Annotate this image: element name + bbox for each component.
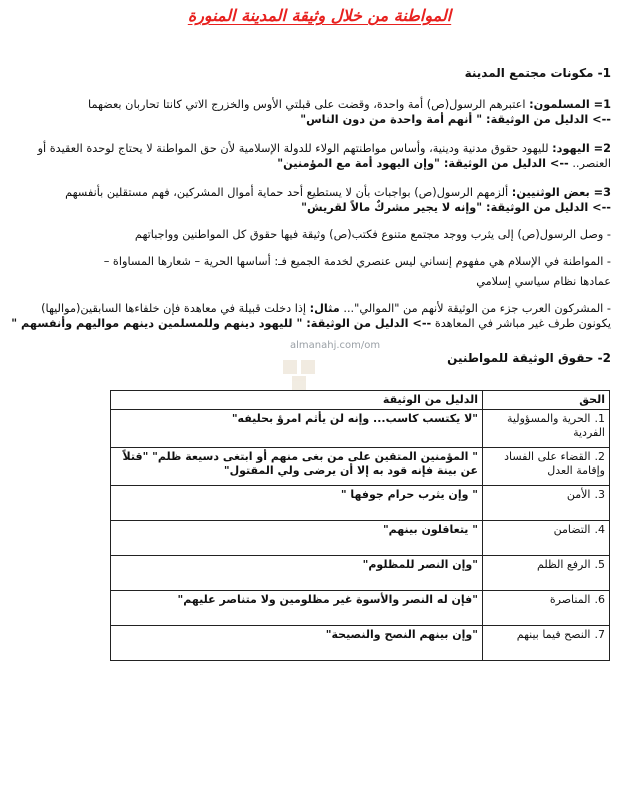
note-arrival	[21, 227, 611, 242]
note-line	[11, 316, 611, 331]
note-line	[21, 301, 611, 316]
section1-heading: 1- مكونات مجتمع المدينة	[464, 66, 611, 80]
table-cell-evidence: "فإن له النصر والأسوة غير مظلومين ولا متناصر عليهم"	[111, 591, 483, 626]
table-row	[111, 448, 610, 486]
right-label: الرفع الظلم	[537, 558, 591, 571]
table-cell-right	[483, 556, 610, 591]
mawali-text: إذا دخلت قبيلة في معاهدة فإن خلفاءها السابقين(مواليها)	[41, 302, 310, 315]
table-cell-right	[483, 626, 610, 661]
component-text: لليهود حقوق مدنية ودينية، وأساس مواطنتهم الولاء للدولة الإسلامية لأن حق المواطنة لا يحتاج لوحدة العقيدة أو	[37, 142, 553, 155]
component-jews	[21, 141, 611, 171]
component-line	[21, 156, 611, 171]
row-number: 2.	[594, 450, 605, 463]
component-line	[21, 97, 611, 112]
note-citizenship	[21, 254, 611, 289]
table-cell-evidence: " يتعاقلون بينهم"	[111, 521, 483, 556]
component-line	[21, 141, 611, 156]
table-row	[111, 521, 610, 556]
note-line: عمادها نظام سياسي إسلامي	[476, 275, 611, 288]
table-cell-evidence: "وإن بينهم النصح والنصيحة"	[111, 626, 483, 661]
note-mawali	[11, 301, 611, 331]
right-label: القضاء على الفساد وإقامة العدل	[504, 450, 605, 477]
table-cell-evidence: " المؤمنين المتقين على من بغى منهم أو ابتغى دسيعة ظلم" "قتلاً عن بينة فإنه قود به إلا أن يرضى ولي المقتول"	[111, 448, 483, 486]
component-lead: 1= المسلمون:	[529, 98, 611, 111]
row-number: 5.	[594, 558, 605, 571]
right-label: المناصرة	[549, 593, 591, 606]
table-cell-evidence: " وإن يثرب حرام جوفها "	[111, 486, 483, 521]
component-text2: العنصر..	[568, 157, 611, 170]
mawali-evidence: --> الدليل من الوثيقة: " لليهود دينهم وللمسلمين دينهم مواليهم وأنفسهم "	[11, 317, 432, 330]
right-label: الأمن	[566, 488, 591, 501]
table-row	[111, 626, 610, 661]
mawali-example-label: مثال:	[309, 302, 340, 315]
note-line: - المواطنة في الإسلام هي مفهوم إنساني ليس عنصري لخدمة الجميع فـ: أساسها الحرية – شعارها المساواة –	[103, 255, 611, 268]
table-header-evidence: الدليل من الوثيقة	[111, 391, 483, 410]
component-muslims	[21, 97, 611, 127]
table-cell-right	[483, 486, 610, 521]
component-evidence: --> الدليل من الوثيقة: "وإنه لا يجير مشركٌ مالاً لقريش"	[301, 201, 611, 214]
watermark-text: almanahj.com/om	[290, 340, 381, 351]
content	[11, 66, 611, 366]
component-text: ألزمهم الرسول(ص) بواجبات بأن لا يستطيع أحد حماية أموال المشركين، فهم مستقلين بأنفسهم	[65, 186, 512, 199]
section2-heading: 2- حقوق الوثيقة للمواطنين	[447, 351, 611, 365]
rights-table-wrap	[110, 390, 610, 661]
component-pagans	[21, 185, 611, 215]
mawali-text: - المشركون العرب جزء من الوثيقة لأنهم من "الموالي"...	[339, 302, 611, 315]
table-row	[111, 486, 610, 521]
mawali-text: يكونون طرف غير مباشر في المعاهدة	[431, 317, 611, 330]
row-number: 4.	[594, 523, 605, 536]
row-number: 1.	[594, 412, 605, 425]
title-wrap	[0, 6, 639, 25]
table-row	[111, 410, 610, 448]
table-cell-evidence: "وإن النصر للمظلوم"	[111, 556, 483, 591]
table-cell-right	[483, 521, 610, 556]
right-label: التضامن	[553, 523, 591, 536]
table-header-right: الحق	[483, 391, 610, 410]
table-cell-right	[483, 410, 610, 448]
row-number: 7.	[594, 628, 605, 641]
table-row	[111, 556, 610, 591]
component-line	[21, 185, 611, 200]
table-header-row	[111, 391, 610, 410]
table-cell-right	[483, 591, 610, 626]
table-cell-evidence: "لا يكتسب كاسب... وإنه لن يأثم امرؤ بحليفه"	[111, 410, 483, 448]
component-lead: 3= بعض الوثنيين:	[511, 186, 611, 199]
table-row	[111, 591, 610, 626]
right-label: النصح فيما بينهم	[516, 628, 591, 641]
component-text: اعتبرهم الرسول(ص) أمة واحدة، وقضت على قبلتي الأوس والخزرج الاتي كانتا تحاربان بعضهما	[88, 98, 530, 111]
note-line: - وصل الرسول(ص) إلى يثرب ووجد مجتمع متنوع فكتب(ص) وثيقة فيها حقوق كل المواطنين وواجباتهم	[134, 228, 611, 241]
table-cell-right	[483, 448, 610, 486]
rights-table	[110, 390, 610, 661]
component-evidence: --> الدليل من الوثيقة: "وإن اليهود أمة مع المؤمنين"	[277, 157, 569, 170]
row-number: 3.	[594, 488, 605, 501]
component-evidence: --> الدليل من الوثيقة: " أنهم أمة واحدة من دون الناس"	[300, 113, 611, 126]
page-title: المواطنة من خلال وثيقة المدينة المنورة	[187, 6, 452, 25]
component-lead: 2= اليهود:	[552, 142, 611, 155]
row-number: 6.	[594, 593, 605, 606]
watermark-logo-icon	[275, 354, 335, 394]
right-label: الحرية والمسؤولية الفردية	[507, 412, 605, 439]
